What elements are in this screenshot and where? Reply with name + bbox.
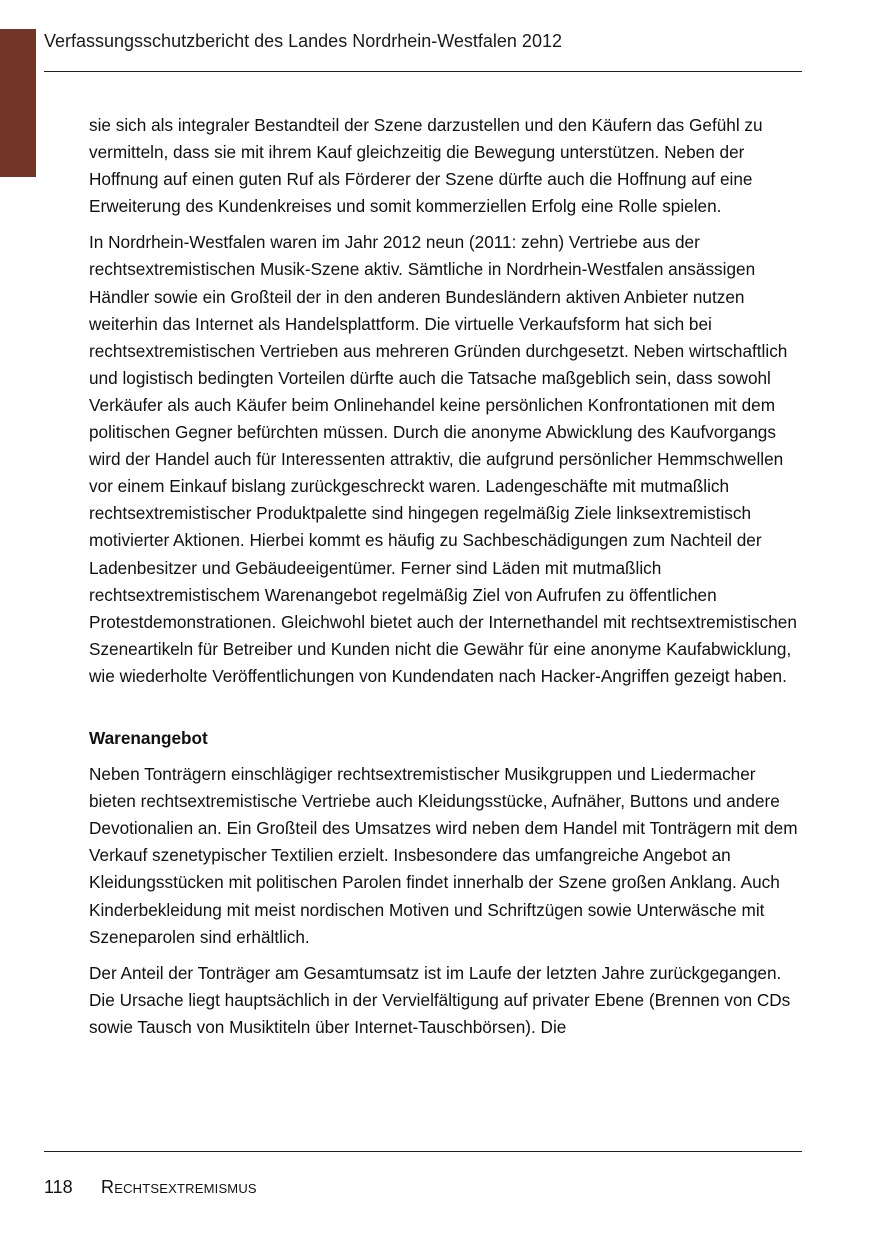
- body-paragraph: Neben Tonträgern einschlägiger rechtsextremistischer Musikgruppen und Liedermacher bieten rechtsextremistische Vertriebe auch Kleidungsstücke, Aufnäher, Buttons und andere Devotionalien an. Ein Großteil des Umsatzes wird neben dem Handel mit Tonträgern mit dem Verkauf szenetypischer Textilien erzielt. Insbesondere das umfangreiche Angebot an Kleidungsstücken mit politischen Parolen findet innerhalb der Szene großen Anklang. Auch Kinderbekleidung mit meist nordischen Motiven und Schriftzügen sowie Unterwäsche mit Szeneparolen sind erhältlich.: [89, 764, 798, 947]
- page-number: 118: [44, 1177, 73, 1197]
- header-rule: [44, 71, 802, 72]
- footer-rule: [44, 1151, 802, 1152]
- body-paragraph: sie sich als integraler Bestandteil der Szene darzustellen und den Käufern das Gefühl zu vermitteln, dass sie mit ihrem Kauf gleichzeitig die Bewegung unterstützen. Neben der Hoffnung auf einen guten Ruf als Förderer der Szene dürfte auch die Hoffnung auf eine Erweiterung des Kundenkreises und somit kommerziellen Erfolg eine Rolle spielen.: [89, 115, 763, 217]
- section-heading: Warenangebot: [89, 727, 208, 748]
- page-body: [89, 112, 803, 1050]
- footer-section-name: Rechtsextremismus: [101, 1177, 257, 1197]
- running-header-title: Verfassungsschutzbericht des Landes Nordrhein-Westfalen 2012: [44, 31, 562, 51]
- body-paragraph: In Nordrhein-Westfalen waren im Jahr 2012 neun (2011: zehn) Vertriebe aus der rechtsextremistischen Musik-Szene aktiv. Sämtliche in Nordrhein-Westfalen ansässigen Händler sowie ein Großteil der in den anderen Bundesländern aktiven Anbieter nutzen weiterhin das Internet als Handelsplattform. Die virtuelle Verkaufsform hat sich bei rechtsextremistischen Vertrieben aus mehreren Gründen durchgesetzt. Neben wirtschaftlich und logistisch bedingten Vorteilen dürfte auch die Tatsache maßgeblich sein, dass sowohl Verkäufer als auch Käufer beim Onlinehandel keine persönlichen Konfrontationen mit dem politischen Gegner befürchten müssen. Durch die anonyme Abwicklung des Kaufvorgangs wird der Handel auch für Interessenten attraktiv, die aufgrund persönlicher Hemmschwellen vor einem Einkauf bislang zurückgeschreckt waren. Ladengeschäfte mit mutmaßlich rechtsextremistischer Produktpalette sind hingegen regelmäßig Ziele linksextremistisch motivierter Aktionen. Hierbei kommt es häufig zu Sachbeschädigungen zum Nachteil der Ladenbesitzer und Gebäudeeigentümer. Ferner sind Läden mit mutmaßlich rechtsextremistischem Warenangebot regelmäßig Ziel von Aufrufen zu öffentlichen Protestdemonstrationen. Gleichwohl bietet auch der Internethandel mit rechtsextremistischen Szeneartikeln für Betreiber und Kunden nicht die Gewähr für eine anonyme Kaufabwicklung, wie wiederholte Veröffentlichungen von Kundendaten nach Hacker-Angriffen gezeigt haben.: [89, 232, 797, 686]
- body-paragraph: Der Anteil der Tonträger am Gesamtumsatz ist im Laufe der letzten Jahre zurückgegangen. Die Ursache liegt hauptsächlich in der Vervielfältigung auf privater Ebene (Brennen von CDs sowie Tausch von Musiktiteln über Internet-Tauschbörsen). Die: [89, 962, 791, 1037]
- chapter-color-tab: [0, 29, 36, 177]
